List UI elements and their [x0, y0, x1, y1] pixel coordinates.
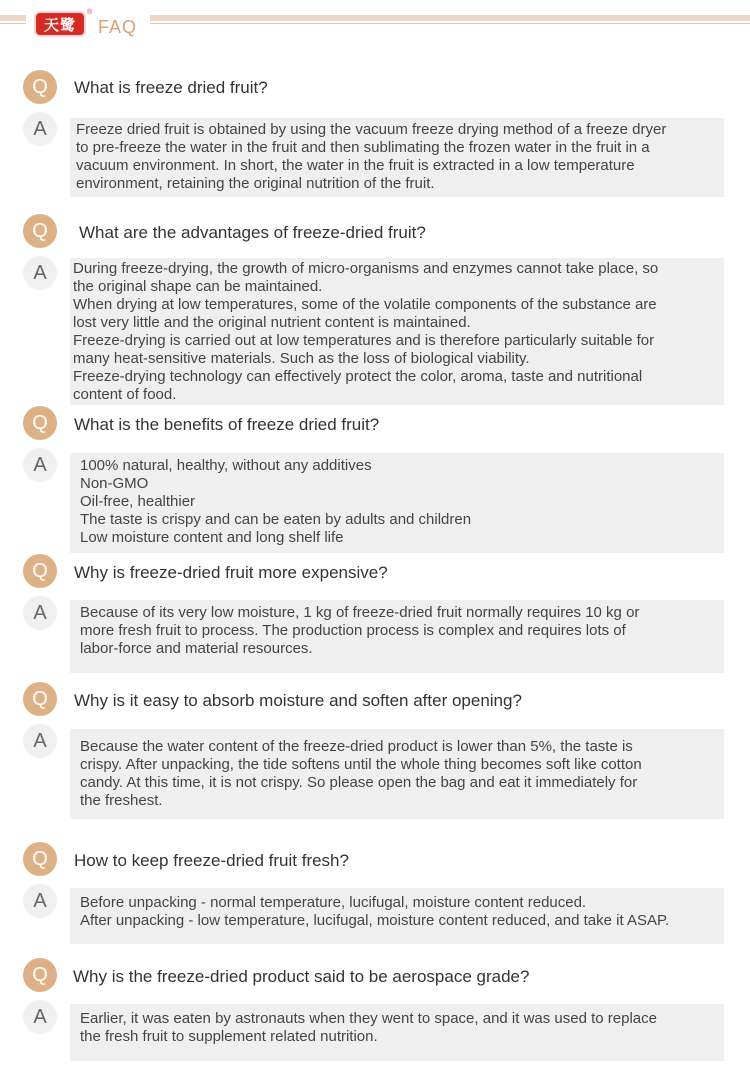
answer-line: more fresh fruit to process. The production process is complex and requires lots of	[80, 622, 626, 639]
question-badge: Q	[23, 554, 57, 588]
faq-answer-2	[70, 258, 724, 405]
brand-logo: 天鹭	[34, 11, 86, 37]
faq-answer-4	[70, 600, 724, 673]
answer-line: 100% natural, healthy, without any additives	[80, 457, 372, 474]
faq-answer-6	[70, 888, 724, 944]
header-rule-right-thin	[150, 23, 750, 24]
faq-question-6: How to keep freeze-dried fruit fresh?	[74, 851, 349, 870]
faq-answer-3	[70, 453, 724, 553]
faq-question-1: What is freeze dried fruit?	[74, 78, 268, 97]
answer-badge: A	[23, 884, 57, 918]
answer-line: Because the water content of the freeze-dried product is lower than 5%, the taste is	[80, 738, 633, 755]
faq-question-3: What is the benefits of freeze dried fruit?	[74, 415, 380, 434]
answer-line: Low moisture content and long shelf life	[80, 529, 344, 546]
answer-line: candy. At this time, it is not crispy. So please open the bag and eat it immediately for	[80, 774, 638, 791]
question-badge: Q	[23, 682, 57, 716]
answer-badge: A	[23, 1000, 57, 1034]
answer-line: content of food.	[73, 386, 177, 403]
answer-line: Before unpacking - normal temperature, lucifugal, moisture content reduced.	[80, 894, 587, 911]
answer-badge: A	[23, 724, 57, 758]
answer-badge: A	[23, 448, 57, 482]
answer-line: many heat-sensitive materials. Such as the loss of biological viability.	[73, 350, 530, 367]
question-badge: Q	[23, 70, 57, 104]
answer-line: When drying at low temperatures, some of the volatile components of the substance are	[73, 296, 657, 313]
question-badge: Q	[23, 214, 57, 248]
answer-line: The taste is crispy and can be eaten by adults and children	[80, 511, 472, 528]
faq-answer-5	[70, 729, 724, 819]
faq-question-5: Why is it easy to absorb moisture and soften after opening?	[74, 691, 522, 710]
answer-line: to pre-freeze the water in the fruit and then sublimating the frozen water in the fruit in a	[76, 139, 650, 156]
answer-line: lost very little and the original nutrient content is maintained.	[73, 314, 471, 331]
faq-header	[0, 0, 750, 44]
answer-line: Non-GMO	[80, 475, 149, 492]
answer-line: After unpacking - low temperature, lucifugal, moisture content reduced, and take it ASAP.	[80, 912, 670, 929]
answer-badge: A	[23, 596, 57, 630]
question-badge: Q	[23, 406, 57, 440]
faq-answer-1	[70, 118, 724, 197]
header-rule-right	[150, 15, 750, 21]
answer-line: Because of its very low moisture, 1 kg of freeze-dried fruit normally requires 10 kg or	[80, 604, 640, 621]
answer-line: crispy. After unpacking, the tide softens until the whole thing becomes soft like cotton	[80, 756, 642, 773]
answer-line: the original shape can be maintained.	[73, 278, 323, 295]
page-title: FAQ	[98, 17, 138, 37]
faq-answer-7	[70, 1004, 724, 1061]
answer-line: the fresh fruit to supplement related nutrition.	[80, 1028, 378, 1045]
answer-line: Freeze-drying is carried out at low temperatures and is therefore particularly suitable for	[73, 332, 655, 349]
faq-question-4: Why is freeze-dried fruit more expensive?	[74, 563, 388, 582]
faq-question-2: What are the advantages of freeze-dried fruit?	[79, 223, 426, 242]
answer-line: labor-force and material resources.	[80, 640, 313, 657]
answer-badge: A	[23, 112, 57, 146]
answer-line: Freeze dried fruit is obtained by using the vacuum freeze drying method of a freeze dryer	[76, 121, 667, 138]
answer-line: vacuum environment. In short, the water in the fruit is extracted in a low temperature	[76, 157, 635, 174]
registered-mark: ®	[87, 9, 93, 16]
answer-line: During freeze-drying, the growth of micro-organisms and enzymes cannot take place, so	[73, 260, 659, 277]
answer-line: the freshest.	[80, 792, 163, 809]
answer-badge: A	[23, 256, 57, 290]
answer-line: Oil-free, healthier	[80, 493, 196, 510]
faq-question-7: Why is the freeze-dried product said to be aerospace grade?	[73, 967, 530, 986]
answer-line: Earlier, it was eaten by astronauts when they went to space, and it was used to replace	[80, 1010, 657, 1027]
header-rule-left-thin	[0, 23, 26, 24]
header-rule-left	[0, 15, 26, 21]
question-badge: Q	[23, 842, 57, 876]
answer-line: environment, retaining the original nutrition of the fruit.	[76, 175, 435, 192]
answer-line: Freeze-drying technology can effectively protect the color, aroma, taste and nutritional	[73, 368, 643, 385]
question-badge: Q	[23, 958, 57, 992]
